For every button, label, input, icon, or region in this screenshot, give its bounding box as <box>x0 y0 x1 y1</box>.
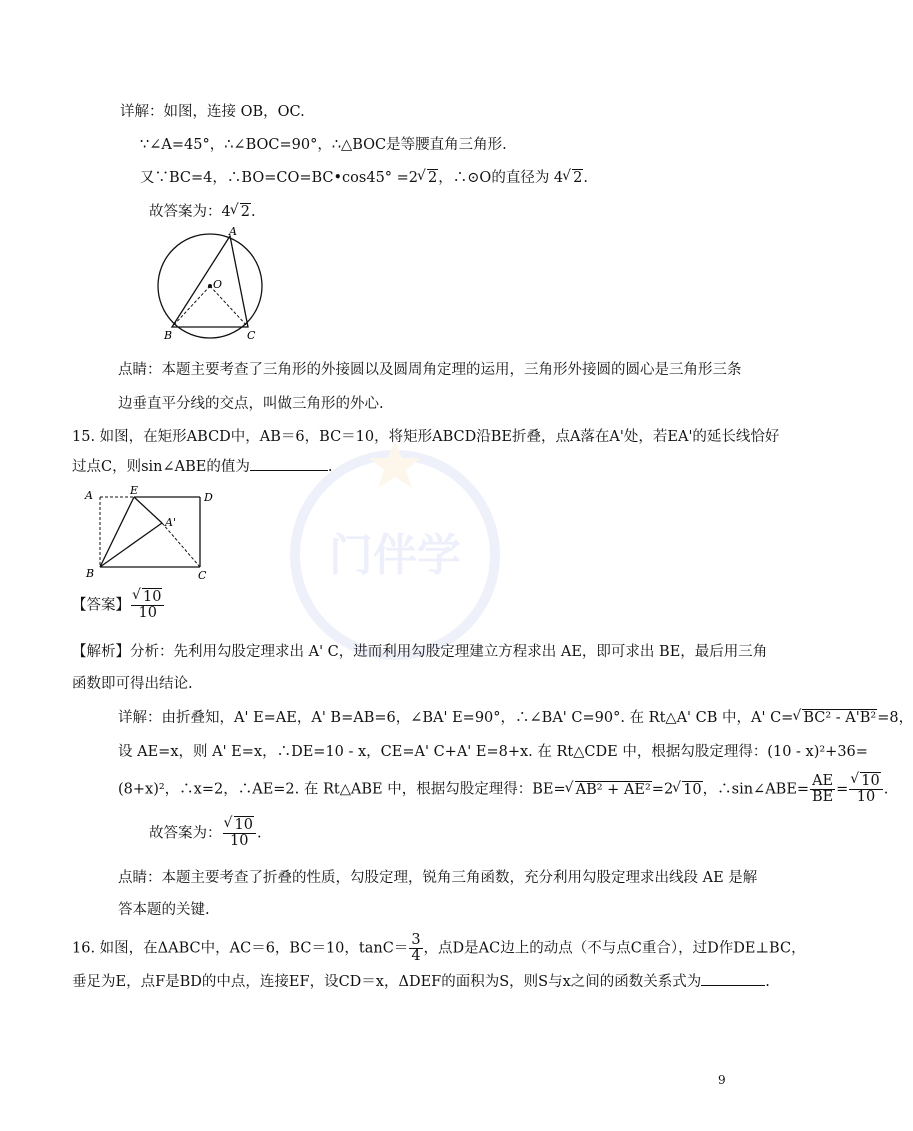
comment-label: 点睛： <box>118 362 162 378</box>
q16-question-line1: 16. 如图，在ΔABC中，AC＝6，BC＝10，tanC＝ $\frac{3}{4}$ ，点D是AC边上的动点（不与点C重合），过D作DE⊥BC， <box>72 932 806 965</box>
q14-comment-line1: 点睛：本题主要考查了三角形的外接圆以及圆周角定理的运用，三角形外接圆的圆心是三角形三条 <box>118 362 742 378</box>
sqrt-2b: √ 2 <box>563 170 583 186</box>
svg-text:D: D <box>204 491 213 504</box>
answer-label: 【答案】 <box>72 597 130 614</box>
label-B: B <box>164 329 173 342</box>
svg-text:C: C <box>198 569 207 582</box>
q15-detail-line3: (8+x)²，∴x=2，∴AE=2. 在 Rt△ABE 中，根据勾股定理得：BE=√ AB² + AE²=2√ 10，∴sin∠ABE= $\frac{AE}{BE}$ = √ $\frac{10}{10}$ . <box>118 774 888 805</box>
q14-detail-line <box>120 100 305 121</box>
svg-text:B: B <box>86 567 95 580</box>
q15-comment-line1: 点睛：本题主要考查了折叠的性质，勾股定理，锐角三角函数，充分利用勾股定理求出线段 AE 是解 <box>118 870 758 886</box>
watermark-text: 门伴学 <box>329 530 461 581</box>
q15-analysis-line2: 函数即可得出结论. <box>72 676 193 692</box>
svg-text:A: A <box>85 489 93 502</box>
label-O: O <box>213 278 223 291</box>
question-number: 15. <box>72 429 96 445</box>
q15-question-line1: 15. 如图，在矩形ABCD中，AB＝6，BC＝10，将矩形ABCD沿BE折叠，点A落在A'处，若EA'的延长线恰好 <box>72 429 780 445</box>
q15-question-line2: 过点C，则sin∠ABE的值为 . <box>72 459 333 475</box>
label-C: C <box>247 329 256 342</box>
q15-comment-line2: 答本题的关键. <box>118 902 210 918</box>
q14-step2: 又∵BC=4，∴BO=CO=BC•cos45° =2√ 2，∴⊙O的直径为 4√ 2. <box>140 166 588 187</box>
q15-detail-line1: 详解：由折叠知，A' E=AE，A' B=AB=6，∠BA' E=90°，∴∠BA' C=90°. 在 Rt△A' CB 中，A' C=√ BC² - A'B²=8， <box>118 706 913 727</box>
circle-triangle-figure <box>150 226 275 344</box>
page-number: 9 <box>718 1073 726 1087</box>
q15-analysis-line1: 【解析】分析：先利用勾股定理求出 A' C，进而利用勾股定理建立方程求出 AE，即可求出 BE，最后用三角 <box>72 644 768 660</box>
sqrt-2: √ 2 <box>418 170 438 186</box>
detail-text: 如图，连接 OB，OC. <box>163 104 305 120</box>
label-A: A <box>229 225 237 238</box>
q15-detail-line2: 设 AE=x，则 A' E=x，∴DE=10 - x，CE=A' C+A' E=8+x. 在 Rt△CDE 中，根据勾股定理得：(10 - x)²+36= <box>118 744 868 760</box>
q14-step1: ∵∠A=45°，∴∠BOC=90°，∴△BOC是等腰直角三角形. <box>140 137 507 153</box>
q16-question-line2: 垂足为E，点F是BD的中点，连接EF，设CD＝x，ΔDEF的面积为S，则S与x之间的函数关系式为 . <box>72 974 770 990</box>
svg-text:A': A' <box>165 516 176 529</box>
answer-fraction: √ $\frac{10}{10}$ <box>131 590 164 621</box>
answer-blank <box>250 460 328 471</box>
question-number: 16. <box>72 940 96 957</box>
rectangle-fold-figure <box>82 485 217 583</box>
svg-text:E: E <box>130 484 139 497</box>
q15-final-answer: 故答案为： √ $\frac{10}{10}$ . <box>149 818 262 849</box>
analysis-label: 【解析】 <box>72 644 130 660</box>
detail-label: 详解： <box>120 104 164 120</box>
answer-blank <box>701 975 765 986</box>
q15-answer-line <box>72 590 165 621</box>
q14-answer: 故答案为：4√ 2. <box>149 200 256 221</box>
q14-comment-line2: 边垂直平分线的交点，叫做三角形的外心. <box>118 396 384 412</box>
tan-fraction: $\frac{3}{4}$ <box>411 932 421 965</box>
